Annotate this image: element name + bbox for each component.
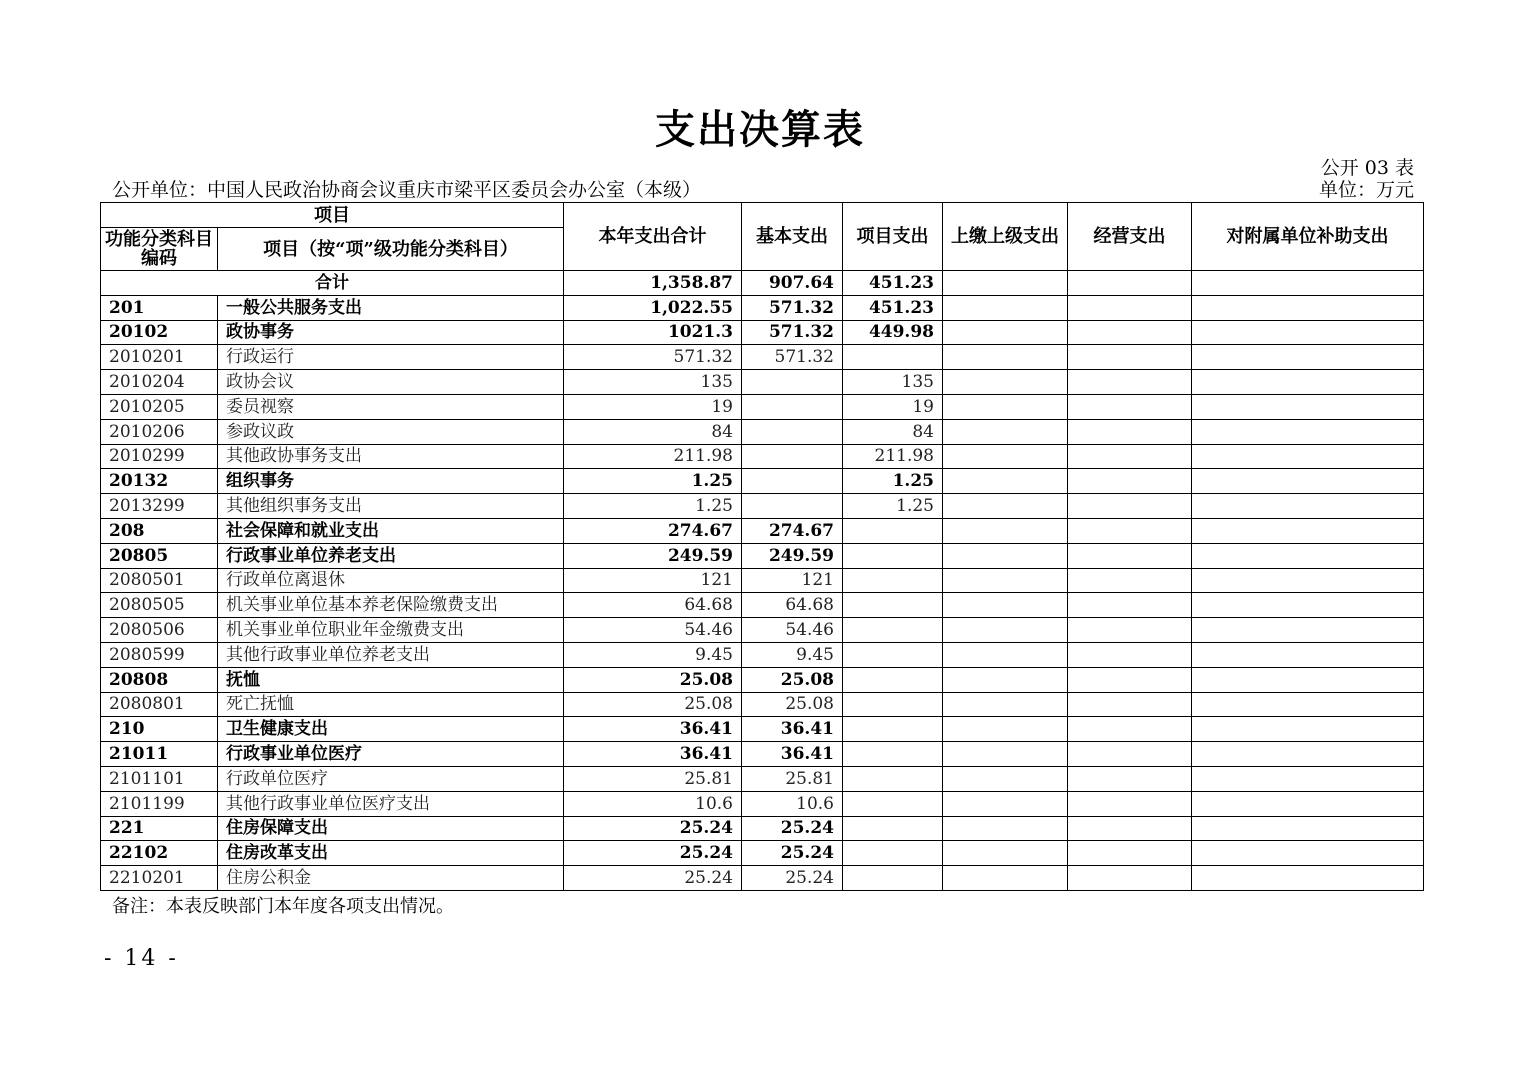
subsidy-cell xyxy=(1192,394,1424,419)
code-cell: 2080505 xyxy=(101,593,218,618)
name-cell: 参政议政 xyxy=(218,419,564,444)
project-cell: 19 xyxy=(843,394,943,419)
remit-cell xyxy=(943,841,1068,866)
name-cell: 死亡抚恤 xyxy=(218,692,564,717)
remit-cell xyxy=(943,866,1068,891)
name-cell: 行政运行 xyxy=(218,345,564,370)
basic-cell: 36.41 xyxy=(742,742,843,767)
business-cell xyxy=(1068,841,1192,866)
code-cell: 2101199 xyxy=(101,791,218,816)
business-cell xyxy=(1068,295,1192,320)
code-cell: 201 xyxy=(101,295,218,320)
name-cell: 一般公共服务支出 xyxy=(218,295,564,320)
header-project: 项目支出 xyxy=(843,203,943,271)
total-project: 451.23 xyxy=(843,271,943,296)
remit-cell xyxy=(943,494,1068,519)
total-business xyxy=(1068,271,1192,296)
total-cell: 10.6 xyxy=(564,791,742,816)
name-cell: 卫生健康支出 xyxy=(218,717,564,742)
name-cell: 政协会议 xyxy=(218,370,564,395)
project-cell xyxy=(843,816,943,841)
business-cell xyxy=(1068,791,1192,816)
total-basic: 907.64 xyxy=(742,271,843,296)
total-remit xyxy=(943,271,1068,296)
table-row xyxy=(101,766,1424,791)
code-cell: 2010205 xyxy=(101,394,218,419)
project-cell xyxy=(843,742,943,767)
remit-cell xyxy=(943,642,1068,667)
table-row xyxy=(101,593,1424,618)
project-cell xyxy=(843,692,943,717)
remit-cell xyxy=(943,370,1068,395)
name-cell: 政协事务 xyxy=(218,320,564,345)
total-cell: 1021.3 xyxy=(564,320,742,345)
basic-cell: 25.24 xyxy=(742,841,843,866)
subsidy-cell xyxy=(1192,766,1424,791)
basic-cell xyxy=(742,494,843,519)
basic-cell: 571.32 xyxy=(742,320,843,345)
remit-cell xyxy=(943,568,1068,593)
remit-cell xyxy=(943,766,1068,791)
code-cell: 2080801 xyxy=(101,692,218,717)
total-cell: 84 xyxy=(564,419,742,444)
header-code: 功能分类科目编码 xyxy=(101,228,218,271)
remit-cell xyxy=(943,543,1068,568)
table-row xyxy=(101,717,1424,742)
total-cell: 1.25 xyxy=(564,469,742,494)
basic-cell: 571.32 xyxy=(742,295,843,320)
table-row xyxy=(101,866,1424,891)
project-cell xyxy=(843,866,943,891)
expenditure-table xyxy=(100,202,1424,891)
business-cell xyxy=(1068,518,1192,543)
name-cell: 行政事业单位医疗 xyxy=(218,742,564,767)
name-cell: 组织事务 xyxy=(218,469,564,494)
page-title: 支出决算表 xyxy=(655,106,865,153)
remit-cell xyxy=(943,593,1068,618)
subsidy-cell xyxy=(1192,717,1424,742)
total-cell: 19 xyxy=(564,394,742,419)
business-cell xyxy=(1068,816,1192,841)
remit-cell xyxy=(943,667,1068,692)
table-row xyxy=(101,841,1424,866)
table-row xyxy=(101,320,1424,345)
remit-cell xyxy=(943,320,1068,345)
table-row xyxy=(101,791,1424,816)
name-cell: 住房改革支出 xyxy=(218,841,564,866)
table-row xyxy=(101,370,1424,395)
basic-cell xyxy=(742,394,843,419)
organization-label: 公开单位：中国人民政治协商会议重庆市梁平区委员会办公室（本级） xyxy=(112,179,702,201)
total-cell: 249.59 xyxy=(564,543,742,568)
project-cell: 84 xyxy=(843,419,943,444)
total-cell: 1.25 xyxy=(564,494,742,519)
business-cell xyxy=(1068,866,1192,891)
table-row xyxy=(101,742,1424,767)
total-cell: 25.24 xyxy=(564,816,742,841)
table-row xyxy=(101,667,1424,692)
basic-cell xyxy=(742,419,843,444)
header-basic: 基本支出 xyxy=(742,203,843,271)
project-cell xyxy=(843,766,943,791)
basic-cell: 571.32 xyxy=(742,345,843,370)
code-cell: 20102 xyxy=(101,320,218,345)
code-cell: 2080501 xyxy=(101,568,218,593)
basic-cell: 10.6 xyxy=(742,791,843,816)
total-cell: 9.45 xyxy=(564,642,742,667)
subsidy-cell xyxy=(1192,469,1424,494)
subsidy-cell xyxy=(1192,295,1424,320)
remit-cell xyxy=(943,419,1068,444)
subsidy-cell xyxy=(1192,618,1424,643)
table-row xyxy=(101,692,1424,717)
table-row xyxy=(101,568,1424,593)
business-cell xyxy=(1068,543,1192,568)
total-cell: 211.98 xyxy=(564,444,742,469)
project-cell: 1.25 xyxy=(843,469,943,494)
total-cell: 54.46 xyxy=(564,618,742,643)
business-cell xyxy=(1068,394,1192,419)
basic-cell xyxy=(742,469,843,494)
business-cell xyxy=(1068,568,1192,593)
business-cell xyxy=(1068,692,1192,717)
table-row xyxy=(101,494,1424,519)
remit-cell xyxy=(943,618,1068,643)
code-cell: 20805 xyxy=(101,543,218,568)
name-cell: 行政单位医疗 xyxy=(218,766,564,791)
code-cell: 2010206 xyxy=(101,419,218,444)
remit-cell xyxy=(943,295,1068,320)
code-cell: 2010201 xyxy=(101,345,218,370)
remit-cell xyxy=(943,518,1068,543)
total-cell: 135 xyxy=(564,370,742,395)
subsidy-cell xyxy=(1192,692,1424,717)
code-cell: 2080506 xyxy=(101,618,218,643)
project-cell xyxy=(843,618,943,643)
subsidy-cell xyxy=(1192,543,1424,568)
remit-cell xyxy=(943,816,1068,841)
total-cell: 25.24 xyxy=(564,841,742,866)
basic-cell: 25.08 xyxy=(742,692,843,717)
total-cell: 36.41 xyxy=(564,717,742,742)
business-cell xyxy=(1068,345,1192,370)
project-cell: 135 xyxy=(843,370,943,395)
form-number: 公开 03 表 xyxy=(1320,157,1414,179)
total-cell: 36.41 xyxy=(564,742,742,767)
basic-cell: 25.24 xyxy=(742,866,843,891)
total-sum: 1,358.87 xyxy=(564,271,742,296)
total-cell: 64.68 xyxy=(564,593,742,618)
subsidy-cell xyxy=(1192,667,1424,692)
code-cell: 2210201 xyxy=(101,866,218,891)
table-row xyxy=(101,295,1424,320)
table-row xyxy=(101,618,1424,643)
total-cell: 25.08 xyxy=(564,692,742,717)
basic-cell: 64.68 xyxy=(742,593,843,618)
name-cell: 社会保障和就业支出 xyxy=(218,518,564,543)
project-cell xyxy=(843,667,943,692)
basic-cell: 121 xyxy=(742,568,843,593)
business-cell xyxy=(1068,419,1192,444)
remit-cell xyxy=(943,444,1068,469)
remit-cell xyxy=(943,469,1068,494)
subsidy-cell xyxy=(1192,593,1424,618)
code-cell: 210 xyxy=(101,717,218,742)
name-cell: 机关事业单位职业年金缴费支出 xyxy=(218,618,564,643)
name-cell: 住房公积金 xyxy=(218,866,564,891)
basic-cell: 249.59 xyxy=(742,543,843,568)
header-name: 项目（按“项”级功能分类科目） xyxy=(218,228,564,271)
subsidy-cell xyxy=(1192,866,1424,891)
total-cell: 121 xyxy=(564,568,742,593)
project-cell: 451.23 xyxy=(843,295,943,320)
project-cell xyxy=(843,642,943,667)
code-cell: 221 xyxy=(101,816,218,841)
total-cell: 25.24 xyxy=(564,866,742,891)
project-cell xyxy=(843,841,943,866)
total-cell: 274.67 xyxy=(564,518,742,543)
name-cell: 行政事业单位养老支出 xyxy=(218,543,564,568)
total-cell: 1,022.55 xyxy=(564,295,742,320)
subsidy-cell xyxy=(1192,791,1424,816)
name-cell: 抚恤 xyxy=(218,667,564,692)
subsidy-cell xyxy=(1192,841,1424,866)
basic-cell: 36.41 xyxy=(742,717,843,742)
unit-label: 单位：万元 xyxy=(1318,179,1414,201)
remit-cell xyxy=(943,717,1068,742)
business-cell xyxy=(1068,320,1192,345)
total-subsidy xyxy=(1192,271,1424,296)
footnote: 备注：本表反映部门本年度各项支出情况。 xyxy=(112,896,454,917)
remit-cell xyxy=(943,345,1068,370)
business-cell xyxy=(1068,494,1192,519)
name-cell: 住房保障支出 xyxy=(218,816,564,841)
total-cell: 25.08 xyxy=(564,667,742,692)
project-cell: 1.25 xyxy=(843,494,943,519)
code-cell: 2013299 xyxy=(101,494,218,519)
remit-cell xyxy=(943,791,1068,816)
subsidy-cell xyxy=(1192,742,1424,767)
business-cell xyxy=(1068,742,1192,767)
basic-cell xyxy=(742,370,843,395)
business-cell xyxy=(1068,618,1192,643)
table-row xyxy=(101,518,1424,543)
basic-cell: 54.46 xyxy=(742,618,843,643)
project-cell xyxy=(843,791,943,816)
total-cell: 571.32 xyxy=(564,345,742,370)
business-cell xyxy=(1068,717,1192,742)
name-cell: 其他行政事业单位医疗支出 xyxy=(218,791,564,816)
table-row xyxy=(101,419,1424,444)
business-cell xyxy=(1068,469,1192,494)
name-cell: 机关事业单位基本养老保险缴费支出 xyxy=(218,593,564,618)
subsidy-cell xyxy=(1192,494,1424,519)
project-cell xyxy=(843,593,943,618)
header-total: 本年支出合计 xyxy=(564,203,742,271)
header-subsidy: 对附属单位补助支出 xyxy=(1192,203,1424,271)
code-cell: 208 xyxy=(101,518,218,543)
business-cell xyxy=(1068,593,1192,618)
subsidy-cell xyxy=(1192,816,1424,841)
code-cell: 20808 xyxy=(101,667,218,692)
total-cell: 25.81 xyxy=(564,766,742,791)
code-cell: 2010204 xyxy=(101,370,218,395)
code-cell: 22102 xyxy=(101,841,218,866)
table-row xyxy=(101,469,1424,494)
basic-cell: 25.81 xyxy=(742,766,843,791)
code-cell: 2010299 xyxy=(101,444,218,469)
project-cell xyxy=(843,717,943,742)
business-cell xyxy=(1068,370,1192,395)
project-cell: 449.98 xyxy=(843,320,943,345)
business-cell xyxy=(1068,766,1192,791)
project-cell xyxy=(843,543,943,568)
table-row xyxy=(101,394,1424,419)
code-cell: 2101101 xyxy=(101,766,218,791)
table-row xyxy=(101,642,1424,667)
subsidy-cell xyxy=(1192,419,1424,444)
business-cell xyxy=(1068,667,1192,692)
table-row xyxy=(101,816,1424,841)
subsidy-cell xyxy=(1192,518,1424,543)
total-row xyxy=(101,271,1424,296)
subsidy-cell xyxy=(1192,642,1424,667)
table-row xyxy=(101,345,1424,370)
basic-cell: 25.24 xyxy=(742,816,843,841)
page-number: - 14 - xyxy=(104,946,179,971)
name-cell: 其他行政事业单位养老支出 xyxy=(218,642,564,667)
code-cell: 21011 xyxy=(101,742,218,767)
name-cell: 其他组织事务支出 xyxy=(218,494,564,519)
project-cell xyxy=(843,518,943,543)
code-cell: 20132 xyxy=(101,469,218,494)
project-cell: 211.98 xyxy=(843,444,943,469)
subsidy-cell xyxy=(1192,345,1424,370)
basic-cell: 9.45 xyxy=(742,642,843,667)
subsidy-cell xyxy=(1192,568,1424,593)
table-row xyxy=(101,543,1424,568)
project-cell xyxy=(843,568,943,593)
business-cell xyxy=(1068,642,1192,667)
subsidy-cell xyxy=(1192,320,1424,345)
header-remit: 上缴上级支出 xyxy=(943,203,1068,271)
code-cell: 2080599 xyxy=(101,642,218,667)
basic-cell: 274.67 xyxy=(742,518,843,543)
name-cell: 委员视察 xyxy=(218,394,564,419)
header-item-group: 项目 xyxy=(101,203,564,228)
table-row xyxy=(101,444,1424,469)
business-cell xyxy=(1068,444,1192,469)
remit-cell xyxy=(943,742,1068,767)
header-business: 经营支出 xyxy=(1068,203,1192,271)
remit-cell xyxy=(943,692,1068,717)
remit-cell xyxy=(943,394,1068,419)
name-cell: 其他政协事务支出 xyxy=(218,444,564,469)
name-cell: 行政单位离退休 xyxy=(218,568,564,593)
basic-cell: 25.08 xyxy=(742,667,843,692)
subsidy-cell xyxy=(1192,444,1424,469)
total-label: 合计 xyxy=(101,271,564,296)
basic-cell xyxy=(742,444,843,469)
project-cell xyxy=(843,345,943,370)
subsidy-cell xyxy=(1192,370,1424,395)
